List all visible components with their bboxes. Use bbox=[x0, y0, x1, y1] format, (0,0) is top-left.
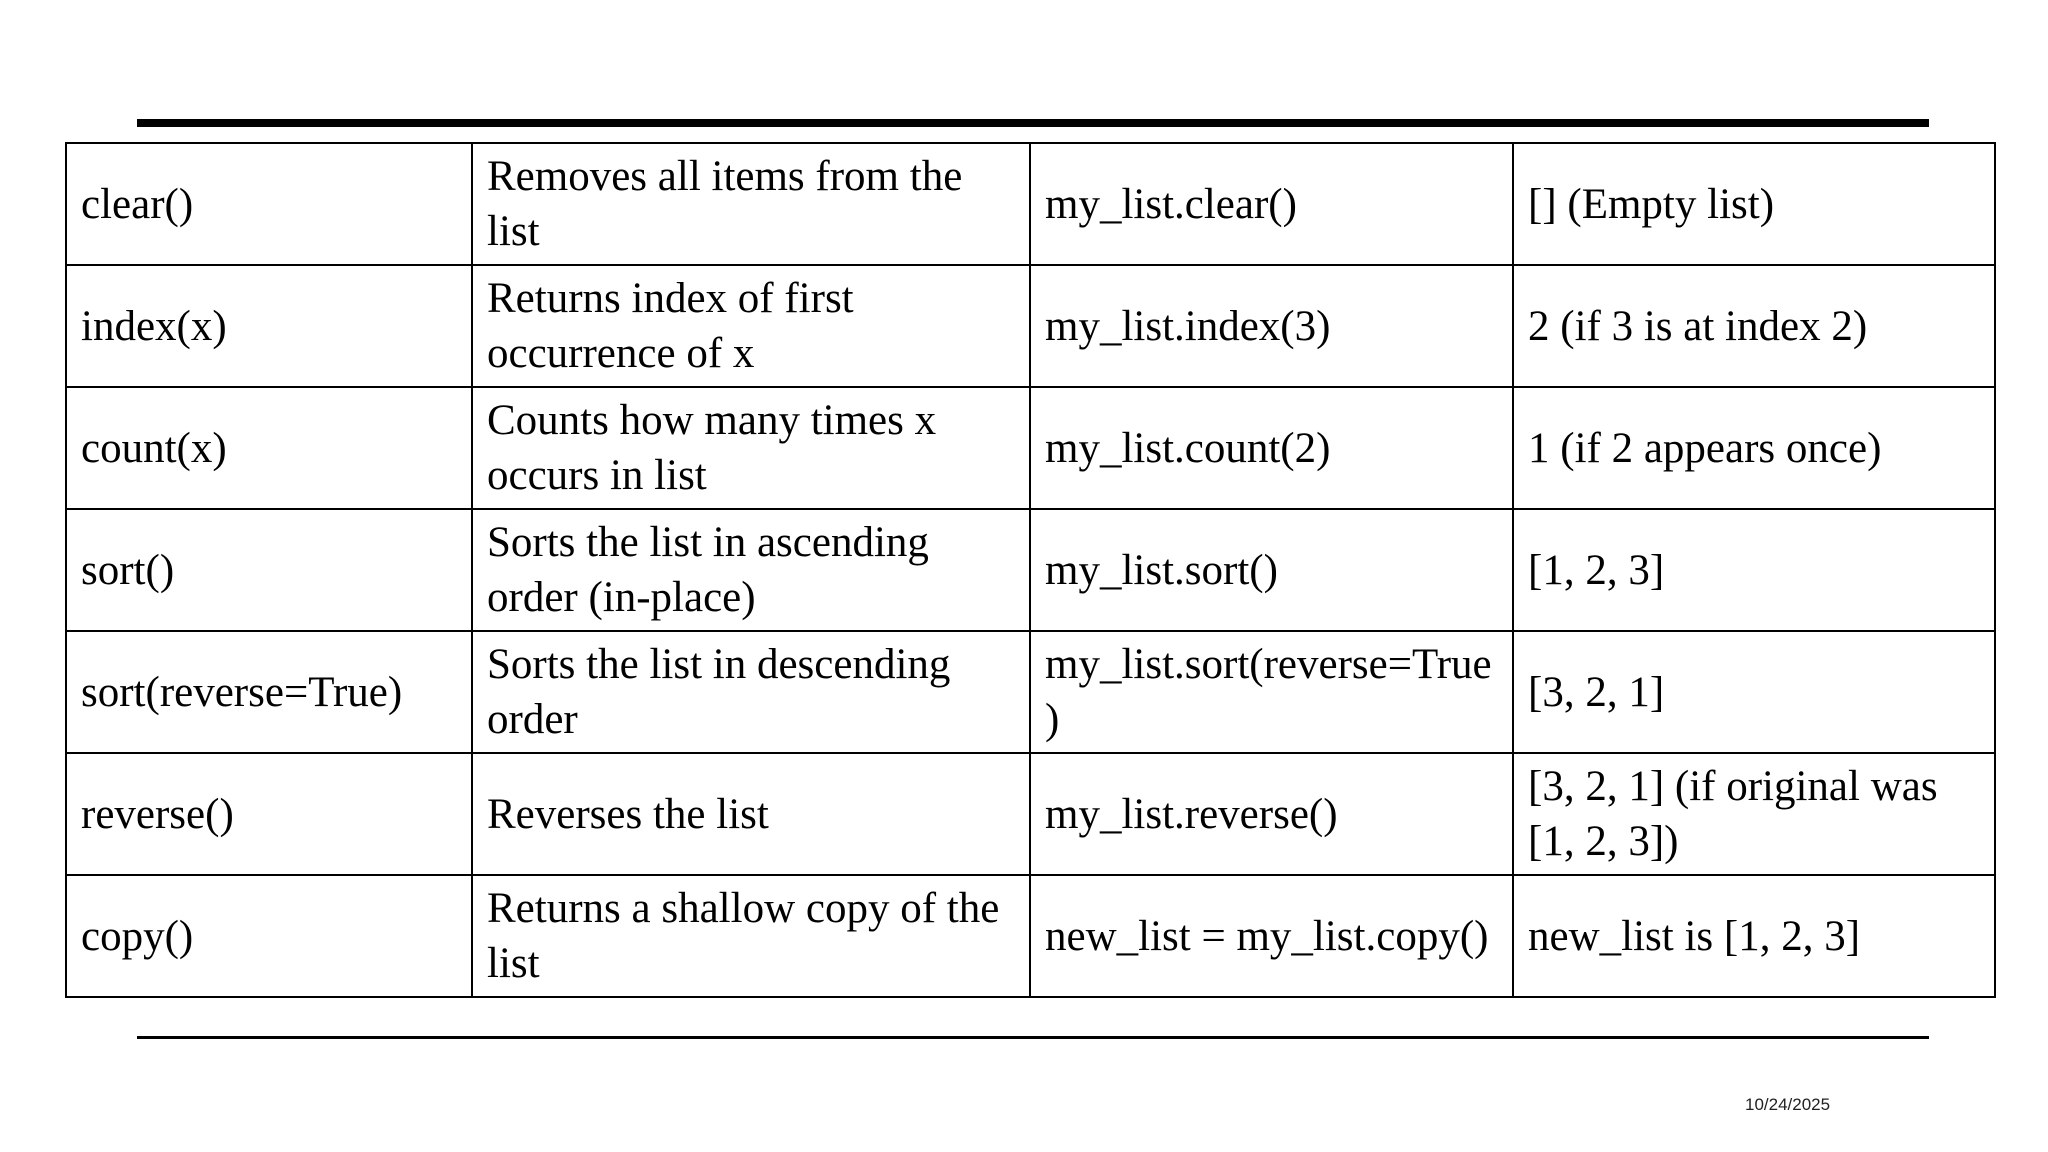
result-cell: 1 (if 2 appears once) bbox=[1513, 387, 1995, 509]
example-cell: my_list.sort(reverse=True) bbox=[1030, 631, 1513, 753]
result-cell: new_list is [1, 2, 3] bbox=[1513, 875, 1995, 997]
table-row bbox=[66, 631, 1995, 753]
table-row bbox=[66, 753, 1995, 875]
description-cell: Reverses the list bbox=[472, 753, 1030, 875]
table-row bbox=[66, 143, 1995, 265]
description-cell: Sorts the list in descending order bbox=[472, 631, 1030, 753]
example-cell: my_list.sort() bbox=[1030, 509, 1513, 631]
description-cell: Returns a shallow copy of the list bbox=[472, 875, 1030, 997]
description-cell: Sorts the list in ascending order (in-place) bbox=[472, 509, 1030, 631]
method-cell: count(x) bbox=[66, 387, 472, 509]
example-cell: my_list.count(2) bbox=[1030, 387, 1513, 509]
method-cell: sort(reverse=True) bbox=[66, 631, 472, 753]
method-cell: reverse() bbox=[66, 753, 472, 875]
example-cell: my_list.clear() bbox=[1030, 143, 1513, 265]
top-rule bbox=[137, 119, 1929, 127]
table-row bbox=[66, 509, 1995, 631]
bottom-rule bbox=[137, 1036, 1929, 1039]
method-cell: copy() bbox=[66, 875, 472, 997]
slide-date: 10/24/2025 bbox=[1745, 1095, 1831, 1114]
method-cell: sort() bbox=[66, 509, 472, 631]
result-cell: [1, 2, 3] bbox=[1513, 509, 1995, 631]
method-cell: index(x) bbox=[66, 265, 472, 387]
list-methods-table bbox=[65, 142, 1996, 998]
result-cell: [] (Empty list) bbox=[1513, 143, 1995, 265]
table-row bbox=[66, 875, 1995, 997]
method-cell: clear() bbox=[66, 143, 472, 265]
example-cell: my_list.index(3) bbox=[1030, 265, 1513, 387]
example-cell: my_list.reverse() bbox=[1030, 753, 1513, 875]
table-row bbox=[66, 265, 1995, 387]
result-cell: [3, 2, 1] (if original was [1, 2, 3]) bbox=[1513, 753, 1995, 875]
example-cell: new_list = my_list.copy() bbox=[1030, 875, 1513, 997]
table-row bbox=[66, 387, 1995, 509]
result-cell: 2 (if 3 is at index 2) bbox=[1513, 265, 1995, 387]
description-cell: Counts how many times x occurs in list bbox=[472, 387, 1030, 509]
result-cell: [3, 2, 1] bbox=[1513, 631, 1995, 753]
description-cell: Returns index of first occurrence of x bbox=[472, 265, 1030, 387]
description-cell: Removes all items from the list bbox=[472, 143, 1030, 265]
